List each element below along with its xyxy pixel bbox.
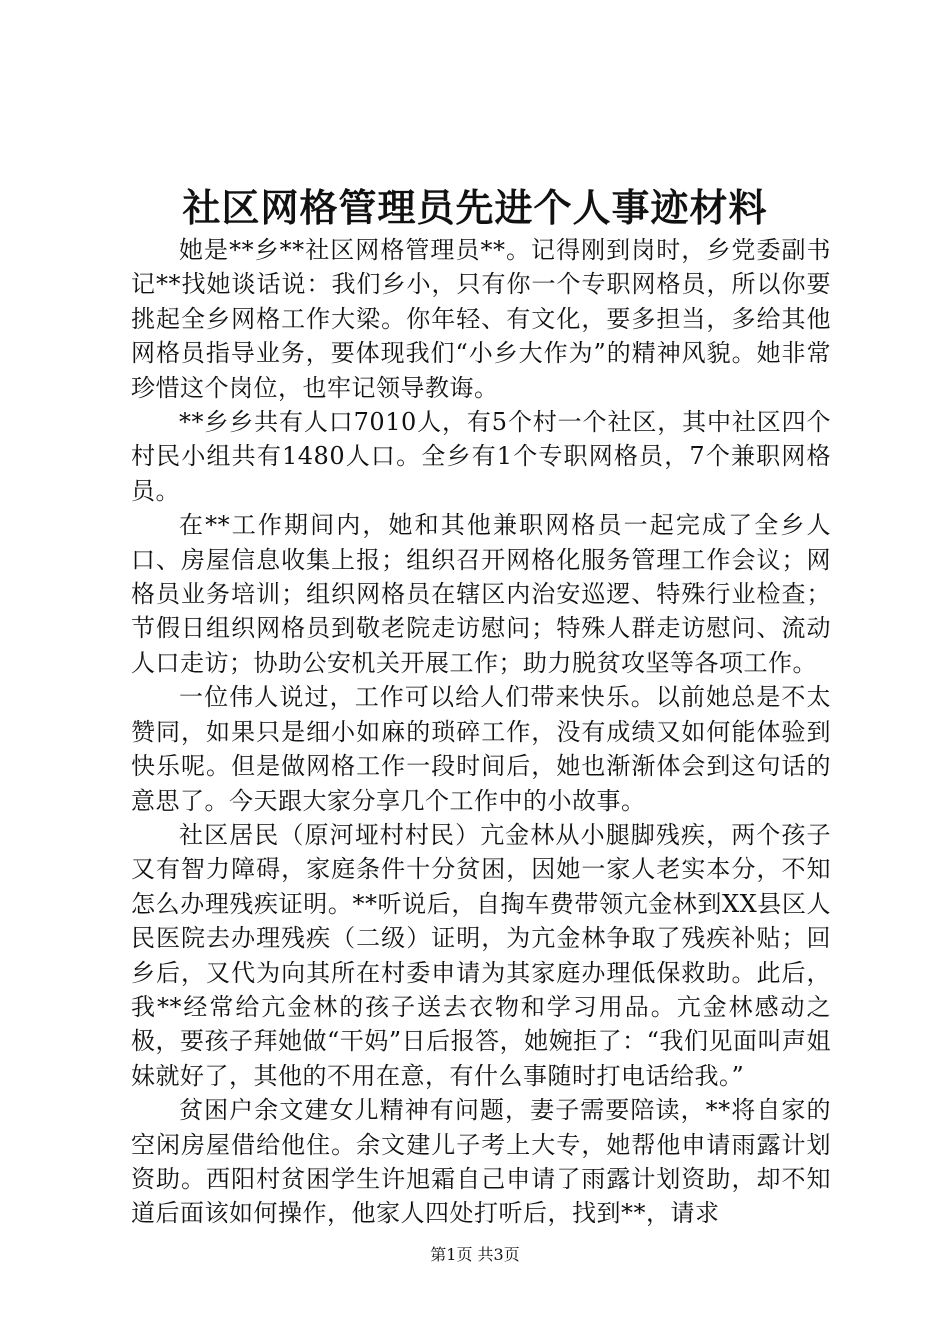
paragraph-reflection: 一位伟人说过，工作可以给人们带来快乐。以前她总是不太赞同，如果只是细小如麻的琐碎工作，没有成绩又如何能体验到快乐呢。但是做网格工作一段时间后，她也渐渐体会到这句话的意思了。今天跟大家分享几个工作中的小故事。 — [131, 683, 831, 815]
paragraph-story-kang: 社区居民（原河垭村村民）亢金林从小腿脚残疾，两个孩子又有智力障碍，家庭条件十分贫困，因她一家人老实本分，不知怎么办理残疾证明。**听说后，自掏车费带领亢金林到XX县区人民医院去办理残疾（二级）证明，为亢金林争取了残疾补贴；回乡后，又代为向其所在村委申请为其家庭办理低保救助。此后，我**经常给亢金林的孩子送去衣物和学习用品。亢金林感动之极，要孩子拜她做“干妈”日后报答，她婉拒了：“我们见面叫声姐妹就好了，其他的不用在意，有什么事随时打电话给我。” — [131, 820, 831, 1090]
paragraph-population: **乡乡共有人口7010人，有5个村一个社区，其中社区四个村民小组共有1480人口。全乡有1个专职网格员，7个兼职网格员。 — [131, 408, 831, 505]
document-body — [131, 233, 831, 1231]
document-title: 社区网格管理员先进个人事迹材料 — [182, 186, 768, 230]
paragraph-story-yu: 贫困户余文建女儿精神有问题，妻子需要陪读，**将自家的空闲房屋借给他住。余文建儿子考上大专，她帮他申请雨露计划资助。西阳村贫困学生许旭霜自己申请了雨露计划资助，却不知道后面该如何操作，他家人四处打听后，找到**，请求 — [131, 1096, 831, 1228]
paragraph-work-summary: 在**工作期间内，她和其他兼职网格员一起完成了全乡人口、房屋信息收集上报；组织召开网格化服务管理工作会议；网格员业务培训；组织网格员在辖区内治安巡逻、特殊行业检查；节假日组织网格员到敬老院走访慰问；特殊人群走访慰问、流动人口走访；协助公安机关开展工作；助力脱贫攻坚等各项工作。 — [131, 511, 831, 677]
page-number-footer: 第1页 共3页 — [430, 1245, 520, 1264]
paragraph-intro: 她是**乡**社区网格管理员**。记得刚到岗时，乡党委副书记**找她谈话说：我们乡小，只有你一个专职网格员，所以你要挑起全乡网格工作大梁。你年轻、有文化，要多担当，多给其他网格员指导业务，要体现我们“小乡大作为”的精神风貌。她非常珍惜这个岗位，也牢记领导教诲。 — [131, 236, 831, 402]
